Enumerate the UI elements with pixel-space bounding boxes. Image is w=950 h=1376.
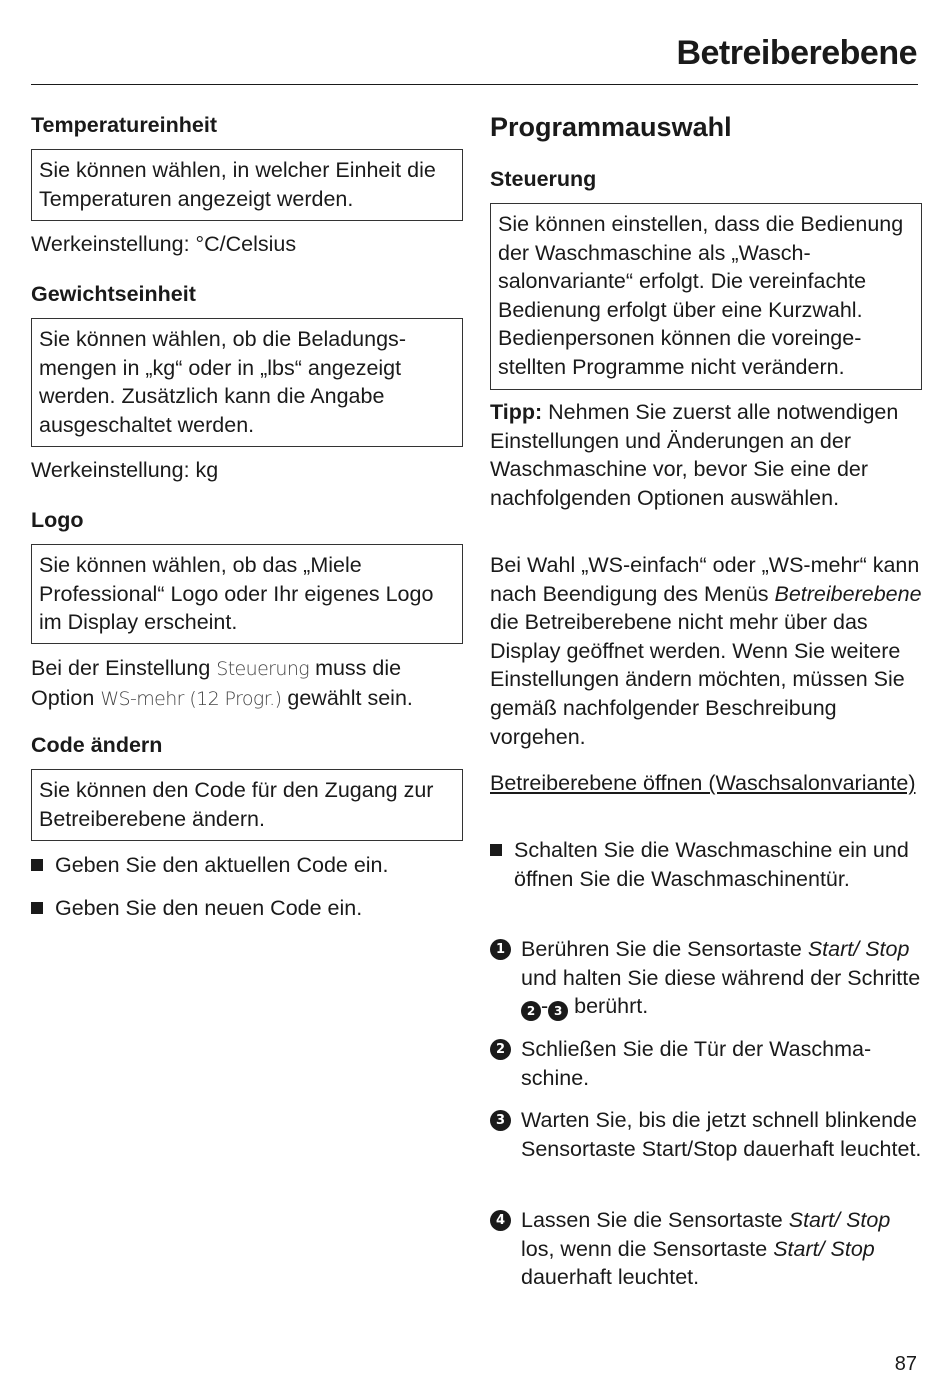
open-operator-level-subheading: Betreiberebene öffnen (Waschsalonvariante) (490, 771, 916, 795)
logo-heading: Logo (31, 508, 84, 532)
step-text-part: dauerhaft leuchtet. (521, 1265, 700, 1290)
ws-mode-paragraph (490, 551, 922, 751)
bullet-text: Geben Sie den aktuellen Code ein. (55, 853, 389, 877)
display-text-steuerung: Steuerung (216, 658, 310, 680)
step-text-part: los, wenn die Sensortaste (521, 1236, 774, 1261)
tip-text: Nehmen Sie zuerst alle notwendigen Einstellungen und Änderungen an der Waschmaschine vor, bevor Sie eine der nachfolgenden Optionen auswählen. (490, 400, 899, 510)
square-bullet-icon (31, 902, 43, 914)
step-text-part: berührt. (568, 994, 649, 1019)
control-subheading: Steuerung (490, 167, 597, 191)
temperature-unit-heading: Temperatureinheit (31, 113, 217, 137)
list-item (31, 894, 463, 923)
code-change-heading: Code ändern (31, 733, 163, 757)
list-item (31, 851, 463, 880)
page-number: 87 (894, 1353, 917, 1375)
logo-note (31, 654, 463, 713)
ws-mode-text-1: Bei Wahl „WS-einfach“ oder „WS-mehr“ kann nach Beendigung des Menüs (490, 553, 920, 606)
header-divider (31, 84, 918, 85)
step-italic-start-stop: Start/ Stop (773, 1236, 875, 1261)
step-text: Warten Sie, bis die jetzt schnell blinkende Sensortaste Start/Stop dauerhaft leuchtet. (521, 1108, 922, 1161)
step-ref-badge: 3 (548, 1001, 568, 1021)
tip-paragraph (490, 398, 922, 512)
step-number-badge: 1 (490, 939, 511, 960)
step-item (490, 1206, 922, 1292)
step-number-badge: 4 (490, 1210, 511, 1231)
step-text (521, 935, 922, 1021)
step-italic-start-stop: Start/ Stop (807, 937, 910, 961)
step-text-part: Lassen Sie die Sensortaste (521, 1208, 789, 1232)
control-info-box: Sie können einstellen, dass die Bedienung der Waschmaschine als „Waschsalonvariante“ erfolgt. Die vereinfachte Bedienung erfolgt über eine Kurzwahl. Bedienpersonen können die voreingestellten Programme nicht verändern. (490, 203, 922, 390)
weight-unit-info-box: Sie können wählen, ob die Beladungsmengen in „kg“ oder in „lbs“ angezeigt werden. Zusätzlich kann die Angabe ausgeschaltet werden. (31, 318, 463, 447)
step-italic-start-stop: Start/ Stop (788, 1208, 891, 1232)
logo-note-text-3: gewählt sein. (281, 685, 413, 710)
weight-default-setting: Werkeinstellung: kg (31, 458, 219, 482)
step-number-badge: 3 (490, 1110, 511, 1131)
step-item (490, 1106, 922, 1163)
list-item (490, 836, 922, 893)
step-text (521, 1206, 922, 1292)
temperature-unit-info-box: Sie können wählen, in welcher Einheit die Temperaturen angezeigt werden. (31, 149, 463, 221)
bullet-text: Schalten Sie die Waschmaschine ein und öffnen Sie die Waschmaschinentür. (514, 838, 909, 891)
square-bullet-icon (490, 844, 502, 856)
page-title: Betreiberebene (676, 34, 917, 72)
square-bullet-icon (31, 859, 43, 871)
logo-note-text-2: muss die Option (31, 656, 402, 710)
ws-mode-italic: Betreiberebene (774, 581, 922, 606)
step-number-badge: 2 (490, 1039, 511, 1060)
temperature-default-setting: Werkeinstellung: °C/Celsius (31, 232, 297, 256)
step-text: Schließen Sie die Tür der Waschmaschine. (521, 1037, 872, 1090)
step-ref-badge: 2 (521, 1001, 541, 1021)
tip-label: Tipp: (490, 400, 543, 424)
bullet-text: Geben Sie den neuen Code ein. (55, 896, 363, 920)
step-text-part: und halten Sie diese während der Schritte (521, 965, 921, 990)
program-selection-heading: Programmauswahl (490, 112, 732, 142)
step-item (490, 1035, 922, 1092)
logo-info-box: Sie können wählen, ob das „Miele Professional“ Logo oder Ihr eigenes Logo im Display erscheint. (31, 544, 463, 644)
logo-note-text-1: Bei der Einstellung (31, 656, 217, 680)
display-text-ws-mehr: WS-mehr (12 Progr.) (100, 687, 282, 710)
step-ref-dash: - (541, 994, 549, 1019)
ws-mode-text-2: die Betreiberebene nicht mehr über das Display geöffnet werden. Wenn Sie weitere Einstellungen ändern möchten, müssen Sie gemäß nachfolgender Beschreibung vorgehen. (490, 610, 905, 749)
code-change-info-box: Sie können den Code für den Zugang zur Betreiberebene ändern. (31, 769, 463, 841)
step-item (490, 935, 922, 1021)
weight-unit-heading: Gewichtseinheit (31, 282, 196, 306)
step-text-part: Berühren Sie die Sensortaste (521, 937, 808, 961)
